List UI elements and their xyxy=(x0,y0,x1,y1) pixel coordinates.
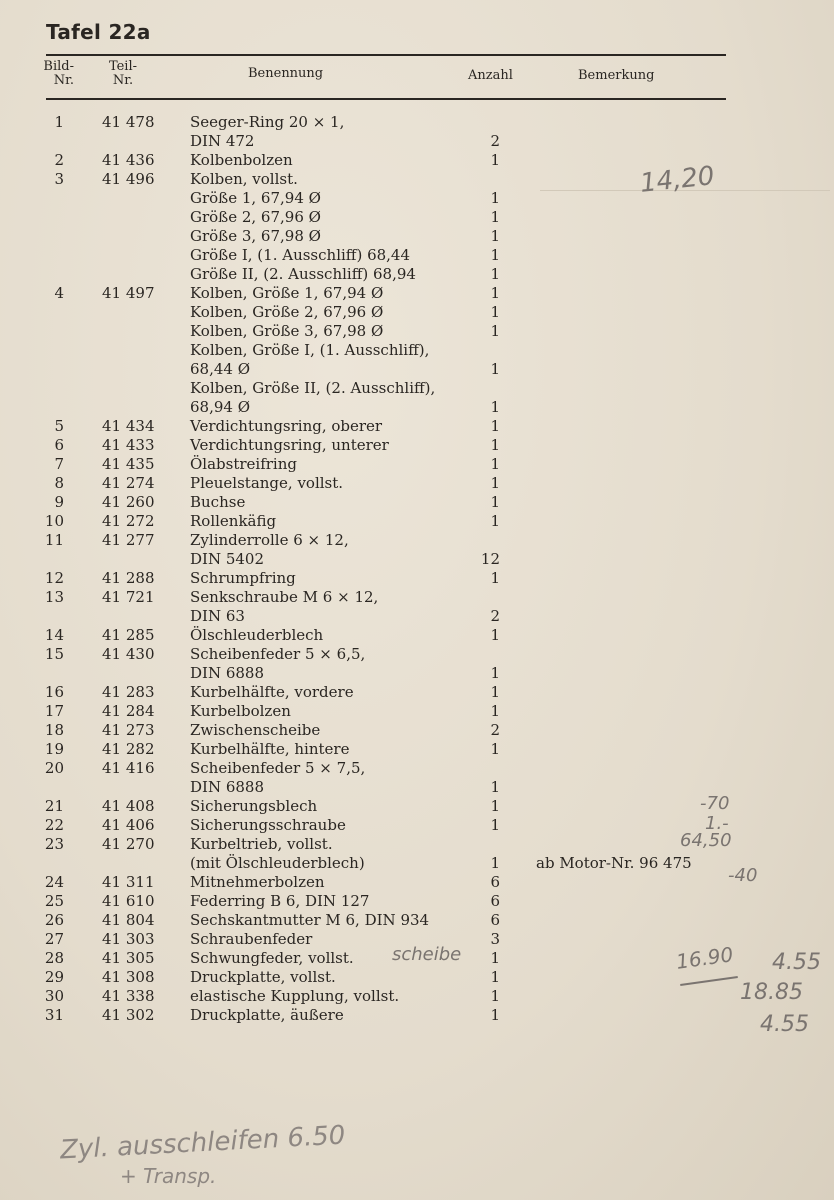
benennung-cell: Schwungfeder, vollst. xyxy=(190,949,354,967)
benennung-cell: Größe 1, 67,94 Ø xyxy=(190,189,321,207)
anzahl-cell: 1 xyxy=(490,949,500,967)
teil-nr-cell: 41 435 xyxy=(102,455,155,473)
anzahl-cell: 1 xyxy=(490,303,500,321)
table-row xyxy=(0,379,834,398)
anzahl-cell: 1 xyxy=(490,968,500,986)
table-row xyxy=(0,531,834,550)
bild-nr-cell: 5 xyxy=(54,417,64,435)
bild-nr-cell: 12 xyxy=(44,569,64,587)
anzahl-cell: 2 xyxy=(490,607,500,625)
anzahl-cell: 1 xyxy=(490,512,500,530)
benennung-cell: Verdichtungsring, unterer xyxy=(190,436,389,454)
table-row xyxy=(0,265,834,284)
anzahl-cell: 1 xyxy=(490,778,500,796)
table-row xyxy=(0,493,834,512)
anzahl-cell: 1 xyxy=(490,797,500,815)
teil-nr-cell: 41 430 xyxy=(102,645,155,663)
anzahl-cell: 1 xyxy=(490,246,500,264)
table-row xyxy=(0,892,834,911)
handwritten-note: 16.90 xyxy=(674,942,735,974)
benennung-cell: Sicherungsschraube xyxy=(190,816,346,834)
benennung-cell: Kurbelhälfte, hintere xyxy=(190,740,350,758)
page-title: Tafel 22a xyxy=(46,20,151,44)
benennung-cell: Rollenkäfig xyxy=(190,512,277,530)
benennung-cell: Zwischenscheibe xyxy=(190,721,321,739)
bild-nr-cell: 31 xyxy=(44,1006,64,1024)
benennung-cell: elastische Kupplung, vollst. xyxy=(190,987,400,1005)
table-row xyxy=(0,113,834,132)
benennung-cell: DIN 5402 xyxy=(190,550,265,568)
benennung-cell: DIN 63 xyxy=(190,607,245,625)
benennung-cell: Druckplatte, äußere xyxy=(190,1006,344,1024)
anzahl-cell: 1 xyxy=(490,987,500,1005)
benennung-cell: Pleuelstange, vollst. xyxy=(190,474,344,492)
table-row xyxy=(0,1006,834,1025)
anzahl-cell: 3 xyxy=(490,930,500,948)
benennung-cell: Verdichtungsring, oberer xyxy=(190,417,383,435)
handwritten-note: scheibe xyxy=(392,944,462,965)
anzahl-cell: 1 xyxy=(490,702,500,720)
teil-nr-cell: 41 273 xyxy=(102,721,155,739)
benennung-cell: Ölschleuderblech xyxy=(190,626,324,644)
benennung-cell: Schraubenfeder xyxy=(190,930,313,948)
table-row xyxy=(0,987,834,1006)
header-teil-text: Teil- Nr. xyxy=(108,59,138,88)
bild-nr-cell: 23 xyxy=(44,835,64,853)
benennung-cell: Kolben, vollst. xyxy=(190,170,298,188)
benennung-cell: 68,94 Ø xyxy=(190,398,251,416)
header-top-rule xyxy=(46,54,726,56)
anzahl-cell: 1 xyxy=(490,664,500,682)
benennung-cell: Federring B 6, DIN 127 xyxy=(190,892,370,910)
benennung-cell: Scheibenfeder 5 × 6,5, xyxy=(190,645,366,663)
anzahl-cell: 1 xyxy=(490,151,500,169)
header-bottom-rule xyxy=(46,98,726,100)
benennung-cell: Schrumpfring xyxy=(190,569,296,587)
benennung-cell: Buchse xyxy=(190,493,246,511)
bild-nr-cell: 24 xyxy=(44,873,64,891)
benennung-cell: DIN 6888 xyxy=(190,664,265,682)
table-row xyxy=(0,645,834,664)
handwritten-note: 1.- xyxy=(705,813,729,834)
bild-nr-cell: 18 xyxy=(44,721,64,739)
bild-nr-cell: 13 xyxy=(44,588,64,606)
anzahl-cell: 1 xyxy=(490,322,500,340)
teil-nr-cell: 41 284 xyxy=(102,702,155,720)
anzahl-cell: 1 xyxy=(490,265,500,283)
teil-nr-cell: 41 305 xyxy=(102,949,155,967)
anzahl-cell: 1 xyxy=(490,189,500,207)
teil-nr-cell: 41 478 xyxy=(102,113,155,131)
benennung-cell: Mitnehmerbolzen xyxy=(190,873,325,891)
benennung-cell: Zylinderrolle 6 × 12, xyxy=(190,531,349,549)
bild-nr-cell: 7 xyxy=(54,455,64,473)
anzahl-cell: 6 xyxy=(490,892,500,910)
header-teil-nr xyxy=(98,60,148,88)
benennung-cell: Kolbenbolzen xyxy=(190,151,293,169)
anzahl-cell: 1 xyxy=(490,740,500,758)
bild-nr-cell: 28 xyxy=(44,949,64,967)
anzahl-cell: 2 xyxy=(490,721,500,739)
bild-nr-cell: 22 xyxy=(44,816,64,834)
teil-nr-cell: 41 274 xyxy=(102,474,155,492)
anzahl-cell: 1 xyxy=(490,493,500,511)
bild-nr-cell: 9 xyxy=(54,493,64,511)
bild-nr-cell: 27 xyxy=(44,930,64,948)
anzahl-cell: 12 xyxy=(480,550,500,568)
table-row xyxy=(0,189,834,208)
anzahl-cell: 1 xyxy=(490,1006,500,1024)
handwritten-note: 4.55 xyxy=(772,950,821,975)
bild-nr-cell: 21 xyxy=(44,797,64,815)
anzahl-cell: 1 xyxy=(490,455,500,473)
teil-nr-cell: 41 338 xyxy=(102,987,155,1005)
teil-nr-cell: 41 270 xyxy=(102,835,155,853)
handwritten-note: 14,20 xyxy=(638,161,716,199)
table-row xyxy=(0,512,834,531)
handwritten-note: Zyl. ausschleifen 6.50 xyxy=(59,1120,347,1166)
table-row xyxy=(0,132,834,151)
anzahl-cell: 1 xyxy=(490,417,500,435)
table-row xyxy=(0,911,834,930)
benennung-cell: Größe 2, 67,96 Ø xyxy=(190,208,321,226)
teil-nr-cell: 41 408 xyxy=(102,797,155,815)
table-row xyxy=(0,873,834,892)
benennung-cell: Kolben, Größe 2, 67,96 Ø xyxy=(190,303,384,321)
bild-nr-cell: 16 xyxy=(44,683,64,701)
benennung-cell: Kolben, Größe 3, 67,98 Ø xyxy=(190,322,384,340)
teil-nr-cell: 41 272 xyxy=(102,512,155,530)
table-row xyxy=(0,398,834,417)
table-row xyxy=(0,968,834,987)
table-row xyxy=(0,341,834,360)
parts-table xyxy=(0,113,834,1025)
benennung-cell: Ölabstreifring xyxy=(190,455,297,473)
bild-nr-cell: 6 xyxy=(54,436,64,454)
table-row xyxy=(0,759,834,778)
table-row xyxy=(0,607,834,626)
header-benennung: Benennung xyxy=(248,66,324,81)
bild-nr-cell: 3 xyxy=(54,170,64,188)
teil-nr-cell: 41 434 xyxy=(102,417,155,435)
teil-nr-cell: 41 285 xyxy=(102,626,155,644)
anzahl-cell: 1 xyxy=(490,626,500,644)
table-row xyxy=(0,284,834,303)
teil-nr-cell: 41 804 xyxy=(102,911,155,929)
bild-nr-cell: 29 xyxy=(44,968,64,986)
teil-nr-cell: 41 721 xyxy=(102,588,155,606)
teil-nr-cell: 41 497 xyxy=(102,284,155,302)
handwritten-note: 18.85 xyxy=(740,980,803,1005)
table-row xyxy=(0,417,834,436)
anzahl-cell: 6 xyxy=(490,873,500,891)
handwritten-note: + Transp. xyxy=(120,1164,217,1188)
bild-nr-cell: 4 xyxy=(54,284,64,302)
anzahl-cell: 1 xyxy=(490,569,500,587)
table-row xyxy=(0,702,834,721)
bild-nr-cell: 14 xyxy=(44,626,64,644)
bild-nr-cell: 17 xyxy=(44,702,64,720)
benennung-cell: Größe I, (1. Ausschliff) 68,44 xyxy=(190,246,411,264)
bild-nr-cell: 1 xyxy=(54,113,64,131)
table-row xyxy=(0,683,834,702)
benennung-cell: DIN 6888 xyxy=(190,778,265,796)
teil-nr-cell: 41 283 xyxy=(102,683,155,701)
anzahl-cell: 2 xyxy=(490,132,500,150)
teil-nr-cell: 41 436 xyxy=(102,151,155,169)
table-row xyxy=(0,208,834,227)
teil-nr-cell: 41 433 xyxy=(102,436,155,454)
anzahl-cell: 1 xyxy=(490,816,500,834)
teil-nr-cell: 41 308 xyxy=(102,968,155,986)
handwritten-note: 64,50 xyxy=(680,830,732,851)
teil-nr-cell: 41 288 xyxy=(102,569,155,587)
benennung-cell: Kurbeltrieb, vollst. xyxy=(190,835,333,853)
table-row xyxy=(0,474,834,493)
teil-nr-cell: 41 416 xyxy=(102,759,155,777)
table-row xyxy=(0,626,834,645)
bild-nr-cell: 10 xyxy=(44,512,64,530)
bild-nr-cell: 8 xyxy=(54,474,64,492)
anzahl-cell: 1 xyxy=(490,474,500,492)
table-row xyxy=(0,854,834,873)
anzahl-cell: 1 xyxy=(490,208,500,226)
table-row xyxy=(0,740,834,759)
anzahl-cell: 1 xyxy=(490,436,500,454)
bemerkung-cell: ab Motor-Nr. 96 475 xyxy=(536,854,692,872)
benennung-cell: Druckplatte, vollst. xyxy=(190,968,336,986)
anzahl-cell: 6 xyxy=(490,911,500,929)
bild-nr-cell: 15 xyxy=(44,645,64,663)
table-row xyxy=(0,322,834,341)
benennung-cell: (mit Ölschleuderblech) xyxy=(190,854,365,872)
benennung-cell: Senkschraube M 6 × 12, xyxy=(190,588,379,606)
bild-nr-cell: 2 xyxy=(54,151,64,169)
table-row xyxy=(0,227,834,246)
handwritten-note: 4.55 xyxy=(760,1012,809,1037)
benennung-cell: Größe II, (2. Ausschliff) 68,94 xyxy=(190,265,416,283)
table-row xyxy=(0,246,834,265)
table-row xyxy=(0,360,834,379)
benennung-cell: Kolben, Größe 1, 67,94 Ø xyxy=(190,284,384,302)
anzahl-cell: 1 xyxy=(490,398,500,416)
table-row xyxy=(0,721,834,740)
anzahl-cell: 1 xyxy=(490,683,500,701)
header-anzahl: Anzahl xyxy=(468,68,513,83)
table-row xyxy=(0,436,834,455)
benennung-cell: Sicherungsblech xyxy=(190,797,318,815)
benennung-cell: Seeger-Ring 20 × 1, xyxy=(190,113,345,131)
teil-nr-cell: 41 260 xyxy=(102,493,155,511)
bild-nr-cell: 25 xyxy=(44,892,64,910)
anzahl-cell: 1 xyxy=(490,360,500,378)
handwritten-note: -40 xyxy=(728,865,758,886)
anzahl-cell: 1 xyxy=(490,854,500,872)
header-bild-text: Bild- Nr. xyxy=(43,59,74,88)
bild-nr-cell: 30 xyxy=(44,987,64,1005)
handwritten-note: -70 xyxy=(700,793,730,814)
teil-nr-cell: 41 610 xyxy=(102,892,155,910)
teil-nr-cell: 41 302 xyxy=(102,1006,155,1024)
teil-nr-cell: 41 406 xyxy=(102,816,155,834)
header-bild-nr xyxy=(34,60,74,88)
table-row xyxy=(0,303,834,322)
teil-nr-cell: 41 496 xyxy=(102,170,155,188)
benennung-cell: Kolben, Größe I, (1. Ausschliff), xyxy=(190,341,430,359)
benennung-cell: Größe 3, 67,98 Ø xyxy=(190,227,321,245)
teil-nr-cell: 41 303 xyxy=(102,930,155,948)
teil-nr-cell: 41 311 xyxy=(102,873,155,891)
benennung-cell: Kurbelhälfte, vordere xyxy=(190,683,354,701)
anzahl-cell: 1 xyxy=(490,284,500,302)
bild-nr-cell: 11 xyxy=(44,531,64,549)
benennung-cell: Scheibenfeder 5 × 7,5, xyxy=(190,759,366,777)
bild-nr-cell: 19 xyxy=(44,740,64,758)
header-bemerkung: Bemerkung xyxy=(578,68,655,83)
benennung-cell: Sechskantmutter M 6, DIN 934 xyxy=(190,911,430,929)
teil-nr-cell: 41 277 xyxy=(102,531,155,549)
table-row xyxy=(0,588,834,607)
benennung-cell: Kolben, Größe II, (2. Ausschliff), xyxy=(190,379,436,397)
table-row xyxy=(0,664,834,683)
table-row xyxy=(0,569,834,588)
bild-nr-cell: 26 xyxy=(44,911,64,929)
table-row xyxy=(0,455,834,474)
benennung-cell: 68,44 Ø xyxy=(190,360,251,378)
bild-nr-cell: 20 xyxy=(44,759,64,777)
benennung-cell: Kurbelbolzen xyxy=(190,702,291,720)
benennung-cell: DIN 472 xyxy=(190,132,255,150)
anzahl-cell: 1 xyxy=(490,227,500,245)
teil-nr-cell: 41 282 xyxy=(102,740,155,758)
table-row xyxy=(0,550,834,569)
